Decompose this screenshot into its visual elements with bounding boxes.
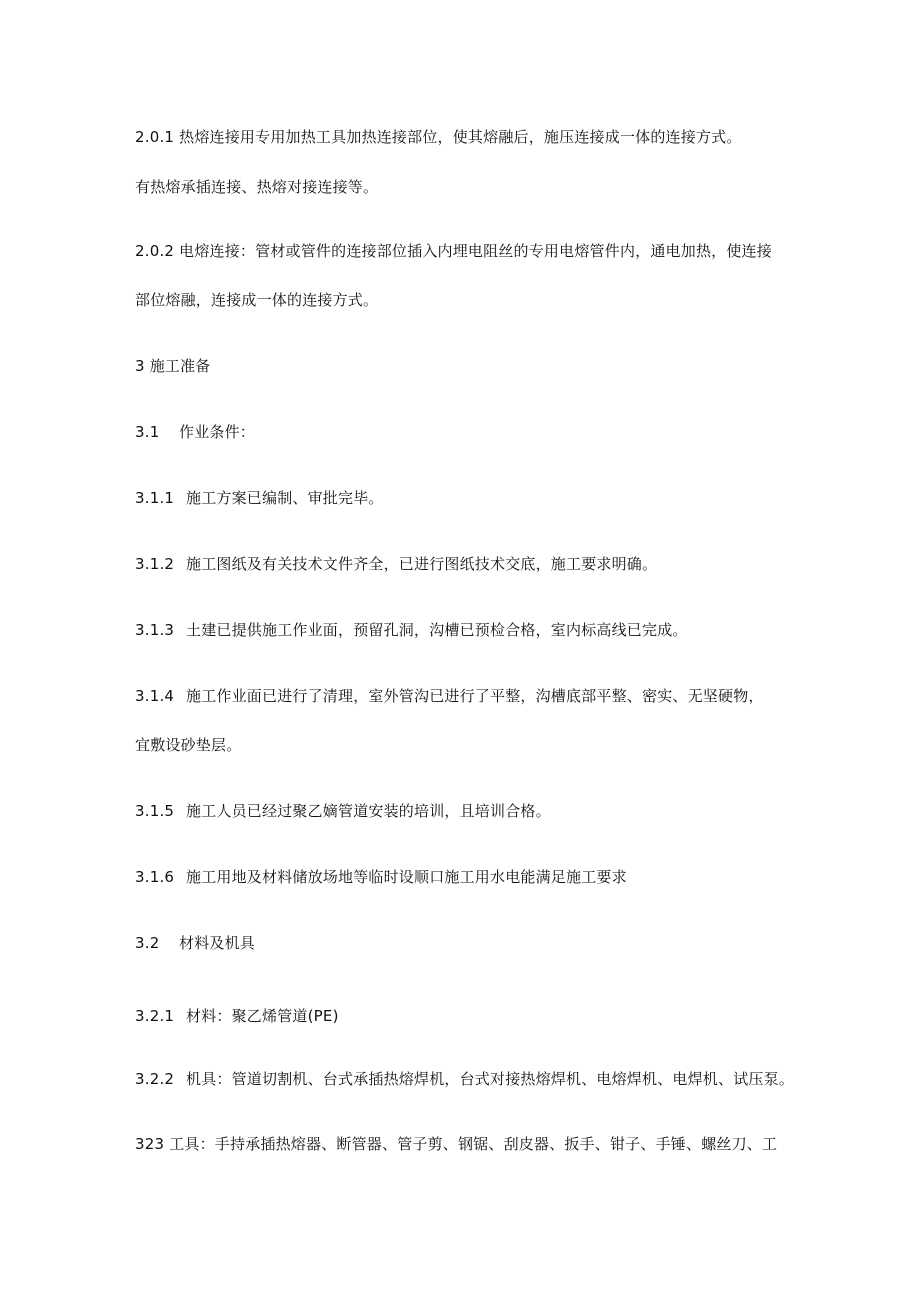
subsection-3-2	[135, 933, 255, 953]
clause-3-2-2	[135, 1069, 794, 1089]
clause-number: 3.1.3	[135, 621, 175, 639]
clause-3-1-5	[135, 801, 551, 821]
clause-3-2-3	[135, 1134, 777, 1154]
clause-number: 3.2.1	[135, 1007, 175, 1025]
clause-number: 3.1.4	[135, 687, 175, 705]
clause-text: 机具：管道切割机、台式承插热熔焊机，台式对接热熔焊机、电熔焊机、电焊机、试压泵。	[186, 1070, 795, 1088]
paragraph-text: 部位熔融，连接成一体的连接方式。	[135, 291, 379, 309]
clause-number: 3.1.5	[135, 802, 175, 820]
clause-number: 3.2.2	[135, 1070, 175, 1088]
clause-text: 施工图纸及有关技术文件齐全，已进行图纸技术交底，施工要求明确。	[186, 555, 658, 573]
clause-text: 施工用地及材料储放场地等临时设顺口施工用水电能满足施工要求	[186, 868, 627, 886]
clause-3-1-2	[135, 554, 657, 574]
section-heading-text: 3 施工准备	[135, 357, 211, 375]
clause-text: 323 工具：手持承插热熔器、断管器、管子剪、钢锯、刮皮器、扳手、钳子、手锤、螺丝刀、工	[135, 1135, 778, 1153]
paragraph-text: 2.0.1 热熔连接用专用加热工具加热连接部位，使其熔融后，施压连接成一体的连接方式。	[135, 128, 742, 146]
paragraph-2-0-2-line-2	[135, 290, 378, 310]
clause-3-1-4-line-2	[135, 735, 241, 755]
subsection-3-1	[135, 422, 255, 442]
clause-text: 施工方案已编制、审批完毕。	[186, 489, 384, 507]
clause-number: 3.1.2	[135, 555, 175, 573]
clause-number: 3.1.6	[135, 868, 175, 886]
clause-3-2-1	[135, 1006, 339, 1026]
clause-text: 材料：聚乙烯管道(PE)	[186, 1007, 339, 1025]
clause-number: 3.1.1	[135, 489, 175, 507]
clause-number: 3.1	[135, 423, 160, 441]
paragraph-text: 2.0.2 电熔连接：管材或管件的连接部位插入内埋电阻丝的专用电熔管件内，通电加热，使连接	[135, 242, 772, 260]
paragraph-text: 有热熔承插连接、热熔对接连接等。	[135, 178, 379, 196]
paragraph-2-0-1-line-1	[135, 127, 742, 147]
clause-3-1-4-line-1	[135, 686, 764, 706]
clause-text: 土建已提供施工作业面，预留孔洞，沟槽已预检合格，室内标高线已完成。	[186, 621, 688, 639]
clause-text: 材料及机具	[179, 934, 256, 952]
clause-3-1-3	[135, 620, 688, 640]
clause-3-1-6	[135, 867, 627, 887]
clause-number: 3.2	[135, 934, 160, 952]
clause-text: 施工人员已经过聚乙嫡管道安装的培训，且培训合格。	[186, 802, 551, 820]
clause-text: 作业条件：	[179, 423, 256, 441]
paragraph-2-0-2-line-1	[135, 241, 772, 261]
clause-3-1-1	[135, 488, 384, 508]
section-heading-3	[135, 356, 211, 376]
paragraph-2-0-1-line-2	[135, 177, 378, 197]
clause-text: 施工作业面已进行了清理，室外管沟已进行了平整，沟槽底部平整、密实、无坚硬物，	[186, 687, 764, 705]
clause-text: 宜敷设砂垫层。	[135, 736, 242, 754]
